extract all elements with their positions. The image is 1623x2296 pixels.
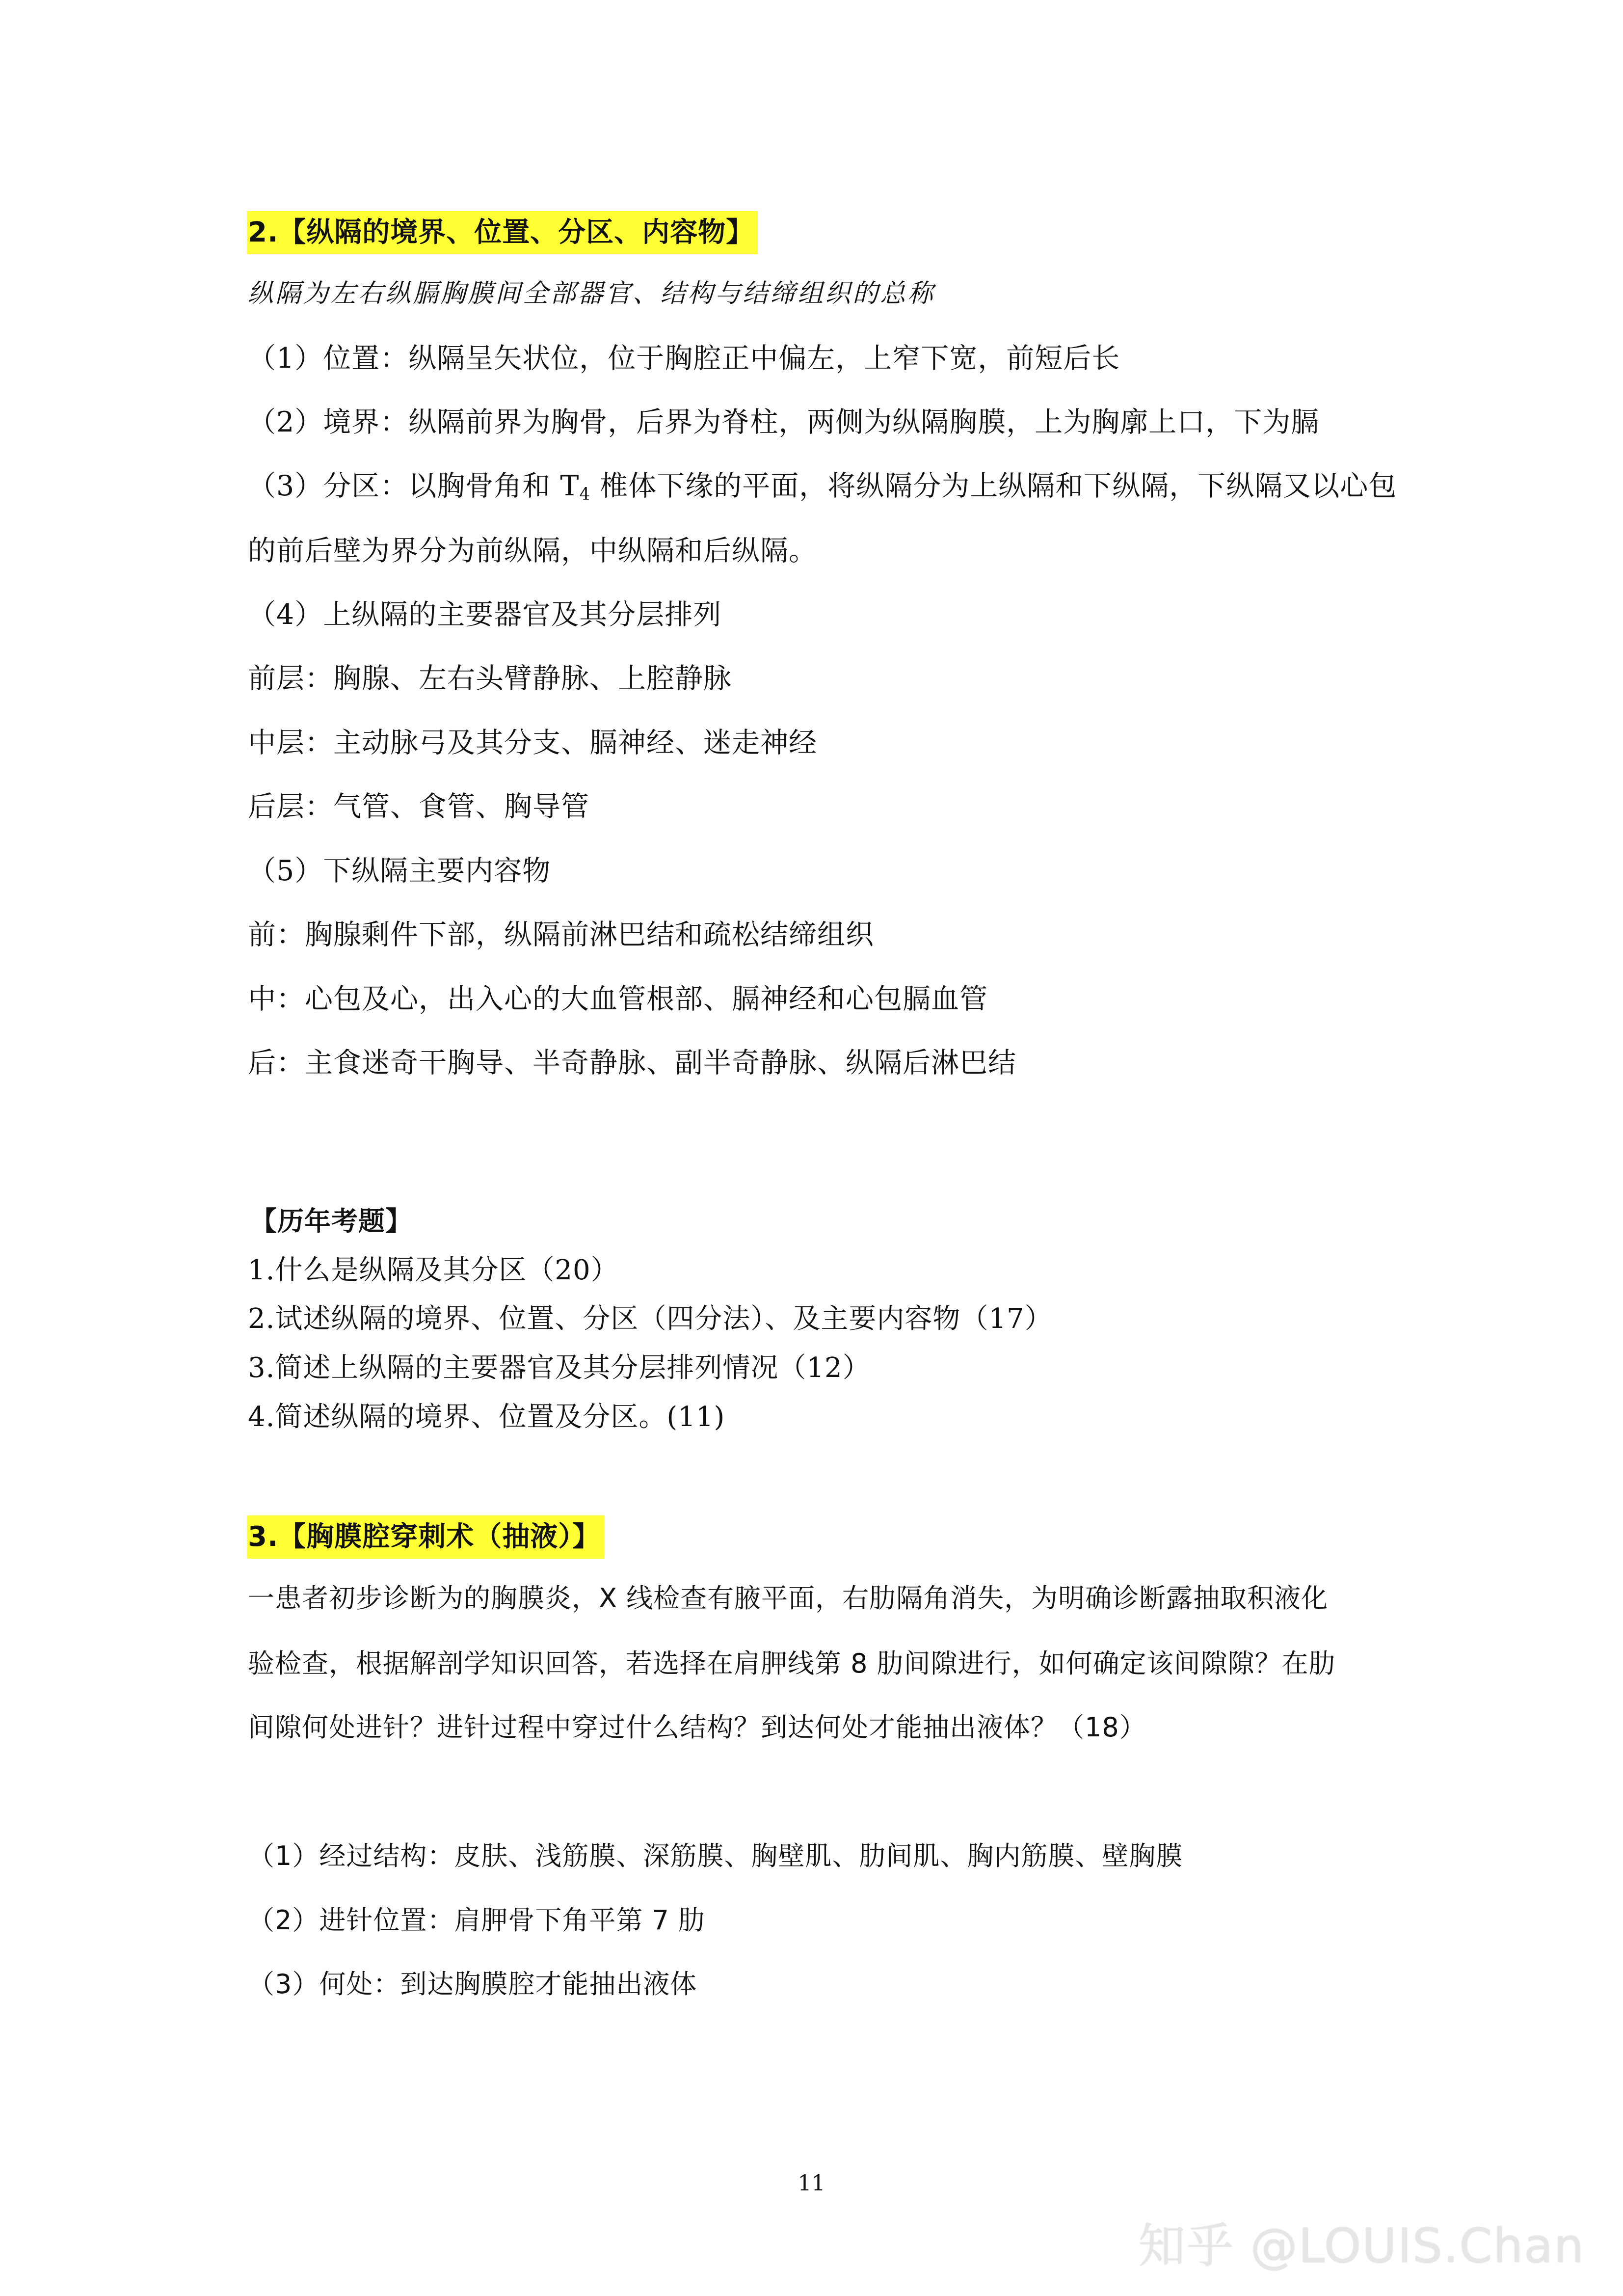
case-question-line: 验检查，根据解剖学知识回答，若选择在肩胛线第 8 肋间隙进行，如何确定该间隙隙？在肋 bbox=[248, 1648, 1336, 1679]
upper-back-layer: 后层：气管、食管、胸导管 bbox=[248, 790, 589, 823]
case-question-line: 一患者初步诊断为的胸膜炎，X 线检查有腋平面，右肋隔角消失，为明确诊断露抽取积液化 bbox=[248, 1583, 1329, 1614]
mediastinum-boundary: （2）境界：纵隔前界为胸骨，后界为脊柱，两侧为纵隔胸膜，上为胸廓上口，下为膈 bbox=[248, 406, 1320, 438]
lower-middle: 中：心包及心，出入心的大血管根部、膈神经和心包膈血管 bbox=[248, 983, 988, 1015]
exam-item: 2.试述纵隔的境界、位置、分区（四分法）、及主要内容物（17） bbox=[248, 1303, 1053, 1335]
answer-location: （3）何处：到达胸膜腔才能抽出液体 bbox=[248, 1969, 697, 1999]
mediastinum-division bbox=[248, 466, 1397, 510]
mediastinum-definition: 纵隔为左右纵膈胸膜间全部器官、结构与结缔组织的总称 bbox=[248, 279, 935, 308]
watermark: 知乎 @LOUIS.Chan bbox=[1138, 2218, 1585, 2273]
exam-title: 【历年考题】 bbox=[250, 1206, 412, 1237]
page-number: 11 bbox=[798, 2171, 825, 2196]
mediastinum-position: （1）位置：纵隔呈矢状位，位于胸腔正中偏左，上窄下宽，前短后长 bbox=[248, 342, 1120, 375]
upper-middle-layer: 中层：主动脉弓及其分支、膈神经、迷走神经 bbox=[248, 727, 817, 759]
exam-item: 4.简述纵隔的境界、位置及分区。(11) bbox=[248, 1401, 725, 1433]
lower-mediastinum-title: （5）下纵隔主要内容物 bbox=[248, 855, 551, 887]
lower-front: 前：胸腺剩件下部，纵隔前淋巴结和疏松结缔组织 bbox=[248, 918, 874, 951]
section-3-heading: 3.【胸膜腔穿刺术（抽液）】 bbox=[247, 1515, 604, 1559]
answer-structures: （1）经过结构：皮肤、浅筋膜、深筋膜、胸壁肌、肋间肌、胸内筋膜、壁胸膜 bbox=[248, 1840, 1183, 1871]
answer-position: （2）进针位置：肩胛骨下角平第 7 肋 bbox=[248, 1905, 706, 1936]
section-2-heading: 2.【纵隔的境界、位置、分区、内容物】 bbox=[247, 211, 758, 254]
division-text-end: 椎体下缘的平面，将纵隔分为上纵隔和下纵隔，下纵隔又以心包 bbox=[590, 470, 1397, 502]
exam-item: 1.什么是纵隔及其分区（20） bbox=[248, 1254, 619, 1286]
upper-mediastinum-title: （4）上纵隔的主要器官及其分层排列 bbox=[248, 598, 722, 631]
exam-item: 3.简述上纵隔的主要器官及其分层排列情况（12） bbox=[248, 1352, 871, 1384]
lower-back: 后：主食迷奇干胸导、半奇静脉、副半奇静脉、纵隔后淋巴结 bbox=[248, 1047, 1016, 1079]
mediastinum-division-continued: 的前后壁为界分为前纵隔，中纵隔和后纵隔。 bbox=[248, 535, 817, 567]
case-question-line: 间隙何处进针？进针过程中穿过什么结构？到达何处才能抽出液体？（18） bbox=[248, 1712, 1146, 1743]
division-text-start: （3）分区：以胸骨角和 T bbox=[248, 470, 580, 502]
upper-front-layer: 前层：胸腺、左右头臂静脉、上腔静脉 bbox=[248, 662, 732, 695]
division-subscript: 4 bbox=[579, 484, 591, 504]
